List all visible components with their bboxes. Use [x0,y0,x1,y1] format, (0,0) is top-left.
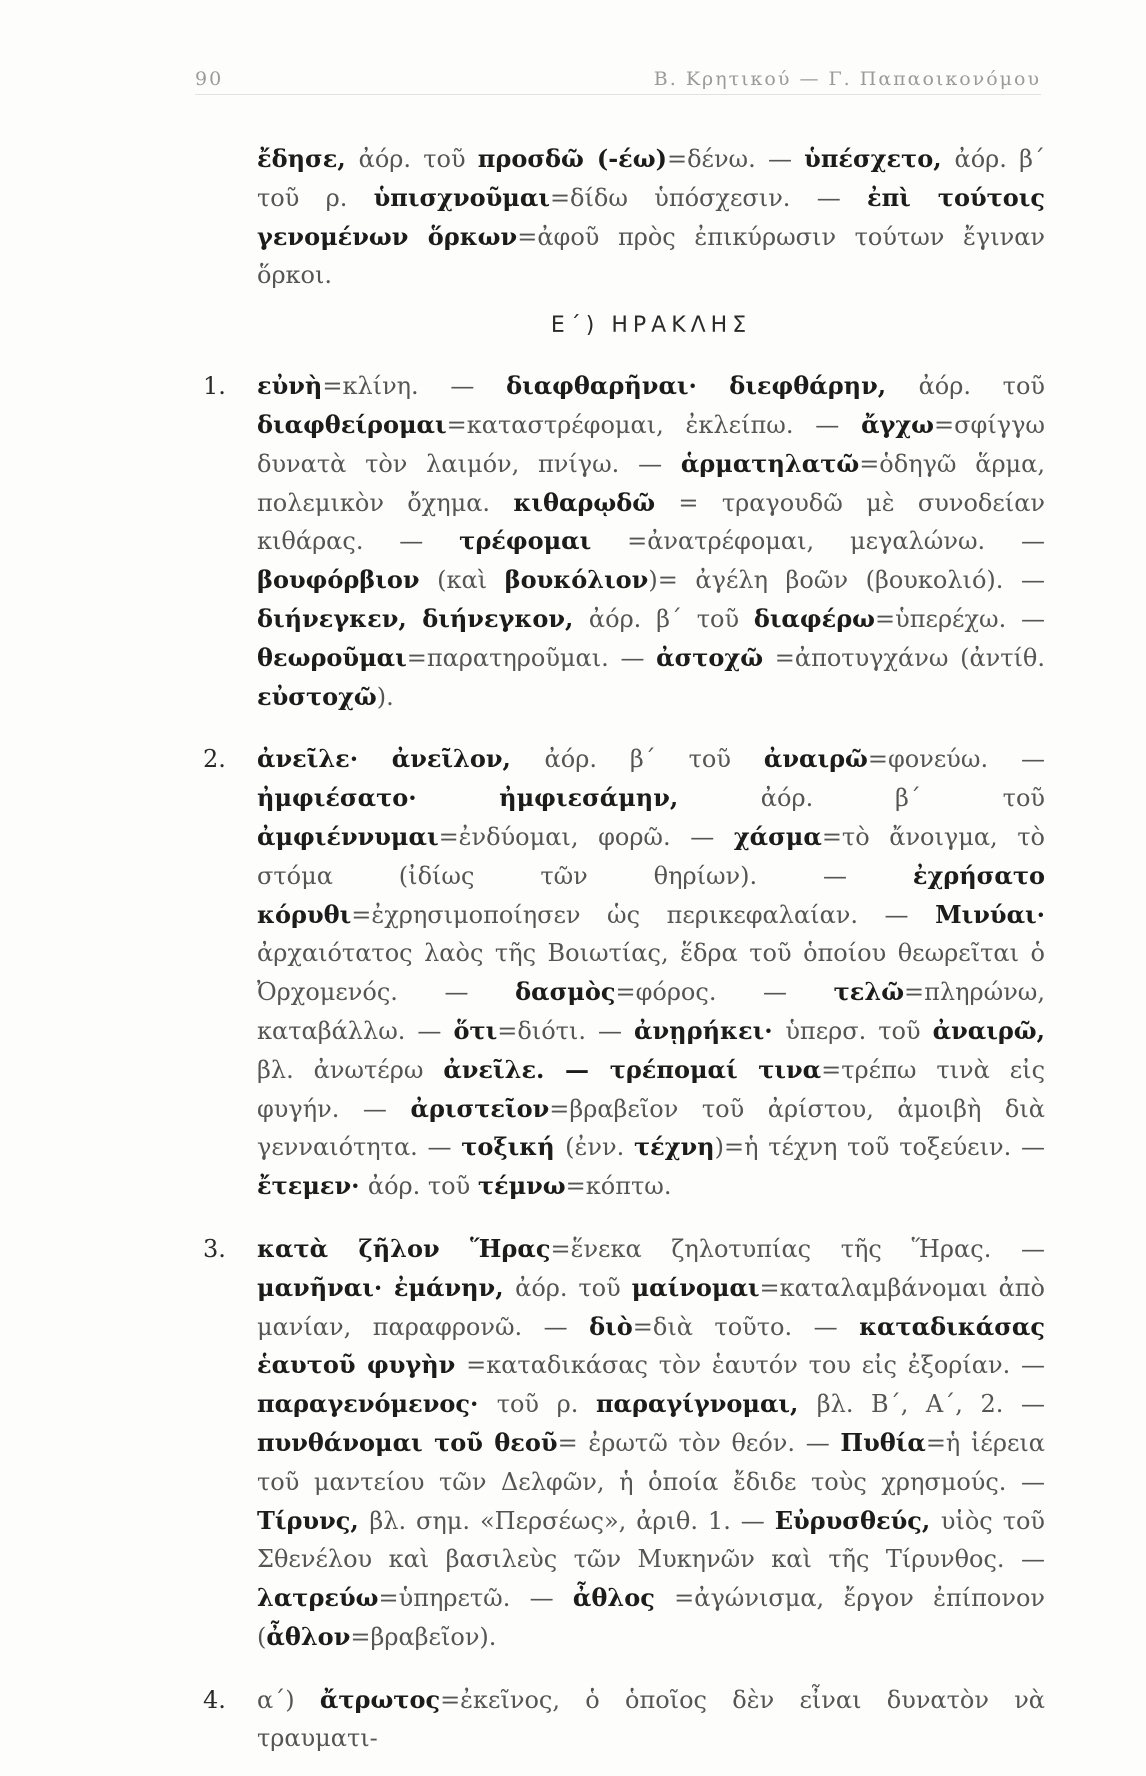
lemma-term: Μινύαι· [935,899,1045,929]
gloss-text: ἀόρ. τοῦ [918,372,1045,401]
gloss-text: =ἐνδύομαι, φορῶ. — [438,822,734,851]
lemma-term: ὑπισχνοῦμαι [373,182,550,212]
gloss-text: βλ. ἀνωτέρω [257,1055,444,1084]
body-text [195,140,1045,1776]
gloss-text: =ἐκεῖνος, ὁ ὁποῖος δὲν εἶναι δυνατὸν νὰ τραυματι- [257,1685,1046,1753]
lemma-term: κατὰ ζῆλον Ἥρας [257,1233,551,1263]
intro-paragraph [257,140,1045,295]
gloss-text: =ἐχρησιμοποίησεν ὡς περικεφαλαίαν. — [351,900,936,929]
lemma-term: δασμὸς [515,977,616,1007]
lemma-term: μανῆναι· ἐμάνην, [257,1272,516,1302]
lemma-term: ἐχρήσατο κόρυθι [257,860,1045,929]
lemma-term: πυνθάνομαι τοῦ θεοῦ [257,1427,558,1457]
lemma-term: ἀνεῖλε. — τρέπομαί τινα [443,1054,822,1084]
lemma-term: Εὐρυσθεύς, [774,1505,941,1535]
gloss-text: ἀρχαιότατος λαὸς τῆς Βοιωτίας, ἕδρα τοῦ ὁποίου θεωρεῖται ὁ Ὀρχομενός. — [257,939,1045,1007]
lemma-term: ἁρματηλατῶ [680,448,860,478]
lemma-term: ἀμφιέννυμαι [257,821,439,851]
lemma-term: τέμνω [477,1171,566,1201]
gloss-text: =ὁδηγῶ ἅρμα, πολεμικὸν ὄχημα. [257,449,1045,517]
lemma-term: θεωροῦμαι [257,642,407,672]
note-entry [195,367,1045,716]
gloss-text: =τρέπω τινὰ εἰς φυγήν. — [257,1055,1046,1123]
lemma-term: Τίρυνς, [257,1505,370,1535]
lemma-term: ἆθλος [572,1583,655,1613]
lemma-term: ἆθλον [266,1621,351,1651]
gloss-text: =καταλαμβάνομαι ἀπὸ μανίαν, παραφρονῶ. — [257,1273,1045,1341]
gloss-text: υἱὸς τοῦ Σθενέλου καὶ βασιλεὺς τῶν Μυκηνῶν καὶ τῆς Τίρυνθος. — [257,1506,1046,1574]
gloss-text: = ἐρωτῶ τὸν θεόν. — [557,1428,841,1457]
gloss-text: =βραβεῖον). [350,1622,497,1651]
lemma-term: εὐνὴ [257,371,323,401]
running-title: Β. Κρητικού — Γ. Παπαοικονόμου [653,68,1041,90]
lemma-term: τελῶ [833,977,905,1007]
lemma-term: προσδῶ (-έω) [477,144,667,173]
lemma-term: ἀνῃρήκει· [634,1015,786,1045]
entry-number: 3. [203,1234,226,1263]
lemma-term: εὐστοχῶ [257,681,377,711]
gloss-text: )= ἀγέλη βοῶν (βουκολιό). — [648,566,1045,595]
lemma-term: παραγενόμενος· [257,1389,497,1419]
gloss-text: =κόπτω. [565,1172,672,1201]
page-number: 90 [195,68,224,90]
gloss-text: α΄) [257,1685,320,1714]
gloss-text: βλ. σημ. «Περσέως», ἀριθ. 1. — [369,1506,775,1535]
gloss-text: =καταστρέφομαι, ἐκλείπω. — [446,410,862,439]
gloss-text: =καταδικάσας τὸν ἑαυτόν του εἰς ἐξορίαν. — [455,1351,1046,1380]
note-entry [195,1681,1045,1759]
lemma-term: διαφθαρῆναι· διεφθάρην, [506,371,919,401]
lemma-term: διαφέρω [753,603,876,633]
gloss-text: =παρατηροῦμαι. — [406,643,657,672]
lemma-term: ἀναιρῶ, [932,1015,1045,1045]
lemma-term: ἠμφιέσατο· ἠμφιεσάμην, [257,783,761,813]
lemma-term: τέχνη [633,1132,715,1162]
lemma-term: ἔτεμεν· [257,1171,368,1201]
gloss-text: =ὑπηρετῶ. — [378,1584,573,1613]
gloss-text: =βραβεῖον τοῦ ἀρίστου, ἀμοιβὴ διὰ γενναιότητα. — [257,1094,1045,1162]
lemma-term: χάσμα [733,821,822,851]
gloss-text: =τὸ ἄνοιγμα, τὸ στόμα (ἰδίως τῶν θηρίων). — [257,822,1045,890]
section-heading: Ε΄) ΗΡΑΚΛΗΣ [550,313,752,339]
lemma-term: κιθαρῳδῶ [513,487,656,517]
lemma-term: Πυθία [840,1427,926,1457]
gloss-text: =ὑπερέχω. — [875,604,1045,633]
gloss-text: =ἡ ἱέρεια τοῦ μαντείου τῶν Δελφῶν, ἡ ὁποία ἔδιδε τοὺς χρησμούς. — [257,1428,1045,1496]
gloss-text: =σφίγγω δυνατὰ τὸν λαιμόν, πνίγω. — [257,410,1045,478]
lemma-term: ἀριστεῖον [410,1093,550,1123]
gloss-text: ἀόρ. β΄ τοῦ ρ. [257,145,1046,212]
gloss-text: βλ. Β΄, Α΄, 2. — [816,1390,1046,1419]
lemma-term: ἀναιρῶ [763,744,868,774]
gloss-text: ). [376,682,394,711]
note-entry [195,740,1045,1206]
gloss-text: =κλίνη. — [322,372,507,401]
entry-number: 2. [203,745,226,774]
entries [195,367,1045,1758]
gloss-text: ἀόρ. τοῦ [358,145,478,173]
lemma-term: μαίνομαι [631,1272,760,1302]
gloss-text: =πληρώνω, καταβάλλω. — [257,978,1045,1045]
gloss-text: =διὰ τοῦτο. — [632,1312,860,1341]
gloss-text: )=ἡ τέχνη τοῦ τοξεύειν. — [714,1133,1045,1162]
lemma-term: ὅτι [453,1015,498,1045]
gloss-text: =δένω. — [666,145,805,173]
entry-number: 1. [203,372,226,401]
lemma-term: ἔδησε, [257,144,359,173]
lemma-term: καταδικάσας ἑαυτοῦ φυγὴν [257,1311,1045,1380]
gloss-text: =φόρος. — [615,978,834,1007]
gloss-text: ἀόρ. β΄ τοῦ [588,604,754,633]
lemma-term: ἀνεῖλε· ἀνεῖλον, [257,744,545,774]
lemma-term: τρέφομαι [459,526,592,556]
gloss-text: ἀόρ. β΄ τοῦ [760,784,1045,813]
lemma-term: διαφθείρομαι [257,409,447,439]
entry-number: 4. [203,1685,226,1714]
lemma-term: διήνεγκεν, διήνεγκον, [257,603,589,633]
gloss-text: =φονεύω. — [867,745,1045,774]
lemma-term: ἄτρωτος [319,1684,441,1714]
gloss-text: (ἐνν. [565,1133,634,1162]
gloss-text: τοῦ ρ. [496,1390,596,1419]
gloss-text: =ἀποτυγχάνω (ἀντίθ. [763,643,1045,672]
gloss-text: =ἀγώνισμα, ἔργον ἐπίπονον ( [257,1584,1045,1651]
gloss-text: (καὶ [419,566,505,595]
gloss-text: ἀόρ. τοῦ [367,1172,478,1201]
gloss-text: =ἀφοῦ πρὸς ἐπικύρωσιν τούτων ἔγιναν ὅρκοι. [257,222,1046,290]
gloss-text: =ἀνατρέφομαι, μεγαλώνω. — [591,527,1045,556]
lemma-term: διὸ [589,1311,633,1341]
gloss-text: =ἕνεκα ζηλοτυπίας τῆς Ἥρας. — [550,1234,1045,1263]
note-entry [195,1230,1045,1657]
gloss-text: = τραγουδῶ μὲ συνοδείαν κιθάρας. — [257,488,1046,556]
gloss-text: ἀόρ. β΄ τοῦ [544,745,764,774]
lemma-term: ἀστοχῶ [656,642,764,672]
gloss-text: =δίδω ὑπόσχεσιν. — [549,183,868,212]
gloss-text: ἀόρ. τοῦ [515,1273,632,1302]
lemma-term: τοξική [461,1132,566,1162]
lemma-term: ἐπὶ τούτοις γενομένων ὅρκων [257,182,1046,251]
gloss-text: =διότι. — [497,1016,635,1045]
lemma-term: ὑπέσχετο, [804,144,955,173]
running-head [195,64,1041,95]
lemma-term: λατρεύω [257,1583,379,1613]
gloss-text: ὑπερσ. τοῦ [785,1016,933,1045]
lemma-term: βουκόλιον [504,565,649,595]
lemma-term: παραγίγνομαι, [595,1389,817,1419]
lemma-term: ἄγχω [861,409,935,439]
lemma-term: βουφόρβιον [257,565,420,595]
